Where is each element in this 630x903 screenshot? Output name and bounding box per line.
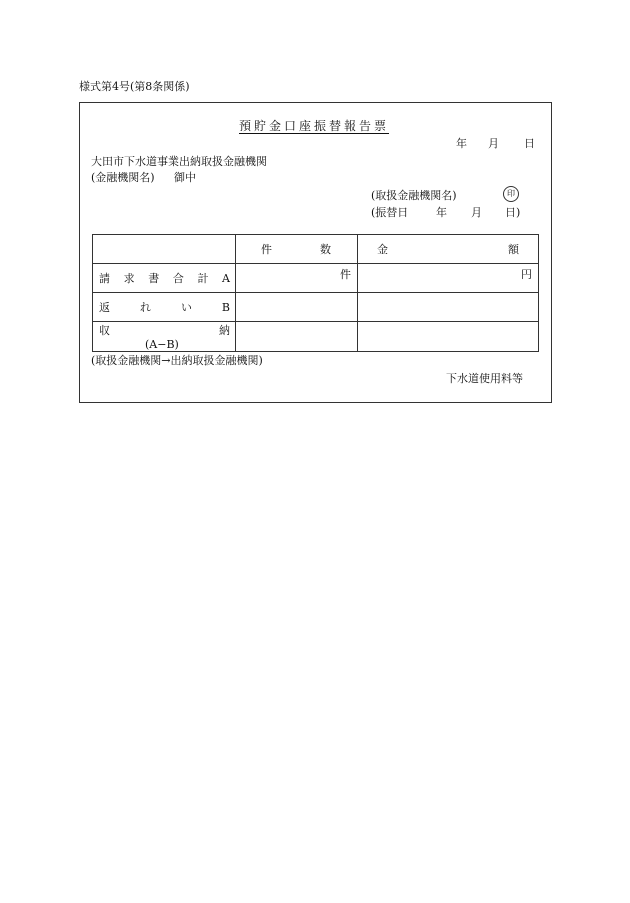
- row-label-collected: [99, 325, 230, 336]
- transfer-date-year: 年: [436, 206, 447, 219]
- amount-cell: [358, 322, 539, 352]
- table-row: [93, 293, 539, 322]
- amount-cell: [358, 264, 539, 293]
- header-blank-cell: [93, 235, 236, 264]
- label-char: 求: [123, 272, 135, 285]
- label-char: 書: [148, 272, 160, 285]
- addressee: 大田市下水道事業出納取扱金融機関: [91, 155, 267, 168]
- transfer-date-month: 月: [471, 206, 482, 219]
- amount-cell: [358, 293, 539, 322]
- transfer-date-label: (振替日: [371, 206, 409, 219]
- header-count-cell: [236, 235, 358, 264]
- header-count-char: 件: [261, 243, 272, 256]
- amount-unit: 円: [521, 268, 532, 281]
- row-label-billing-total: [99, 273, 230, 284]
- count-cell: [236, 264, 358, 293]
- form-number: 様式第4号(第8条関係): [79, 80, 190, 93]
- header-amount-char: 額: [508, 243, 519, 256]
- transfer-date-day: 日): [505, 206, 521, 219]
- date-year: 年: [456, 137, 467, 150]
- handling-bank-label: (取扱金融機関名): [371, 189, 457, 202]
- label-char: B: [221, 301, 230, 314]
- fee-category: 下水道使用料等: [446, 372, 523, 385]
- count-cell: [236, 293, 358, 322]
- bank-suffix: 御中: [174, 171, 196, 184]
- date-month: 月: [488, 137, 499, 150]
- row-label-cell: [93, 264, 236, 293]
- label-char: 計: [197, 272, 209, 285]
- seal-mark: 印: [503, 186, 519, 202]
- table-row: [93, 322, 539, 352]
- label-char: れ: [139, 301, 151, 314]
- label-char: 返: [99, 301, 110, 314]
- header-count-char: 数: [320, 243, 331, 256]
- row-label-cell: [93, 293, 236, 322]
- table-row: [93, 264, 539, 293]
- date-day: 日: [524, 137, 535, 150]
- label-char: A: [222, 272, 230, 285]
- label-char: 合: [172, 272, 184, 285]
- label-char: 収: [99, 324, 110, 337]
- header-amount-cell: [358, 235, 539, 264]
- header-amount-char: 金: [377, 243, 388, 256]
- bank-name-label: (金融機関名): [91, 171, 155, 184]
- form-title: 預貯金口座振替報告票: [239, 119, 390, 133]
- routing-note: (取扱金融機関→出納取扱金融機関): [91, 354, 263, 367]
- transfer-summary-table: [92, 234, 539, 352]
- table-header-row: [93, 235, 539, 264]
- count-unit: 件: [340, 268, 351, 281]
- label-char: 請: [99, 272, 110, 285]
- label-char: 納: [219, 324, 230, 337]
- row-label-cell: [93, 322, 236, 352]
- count-cell: [236, 322, 358, 352]
- row-label-returns: [99, 302, 230, 313]
- label-char: い: [180, 301, 192, 314]
- row-sublabel-formula: (A−B): [145, 338, 179, 351]
